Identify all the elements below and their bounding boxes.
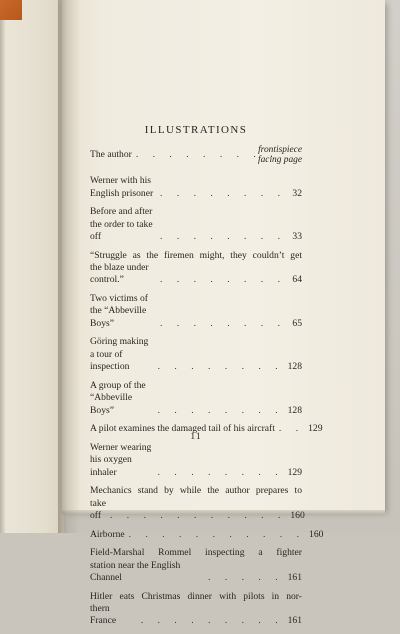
entry-caption: Two victims of the “Abbeville Boys” (90, 293, 148, 329)
list-item (90, 442, 302, 479)
entry-caption: A pilot examines the damaged tail of his aircraft (90, 423, 275, 435)
entry-page: 128 (287, 361, 302, 373)
entry-page: 33 (292, 231, 302, 242)
dot-leaders: . . . . . . . . (157, 466, 284, 478)
entry-caption-continued: take off (90, 497, 106, 522)
book-gutter (58, 0, 80, 533)
entry-page: 161 (287, 572, 302, 584)
dot-leaders: . . . . . . . . (160, 187, 286, 199)
entry-caption: Hitler eats Christmas dinner with pilots in nor- (90, 590, 302, 602)
entry-caption: Göring making a tour of inspection (90, 336, 149, 373)
illustrations-list (90, 145, 324, 634)
list-item (90, 206, 302, 243)
dot-leaders: . . . . . . . . (157, 361, 284, 373)
list-item (90, 380, 302, 417)
list-item (90, 250, 302, 287)
entry-caption: Werner wearing his oxygen inhaler (90, 441, 152, 478)
list-item (90, 293, 302, 330)
list-item (90, 528, 324, 541)
left-page (0, 0, 64, 533)
entry-page: 129 (287, 466, 302, 478)
entry-page: 161 (287, 615, 302, 627)
list-item (90, 591, 302, 628)
list-item (90, 485, 305, 522)
dot-leaders: . . . . . . . . (157, 404, 284, 416)
dot-leaders: . . . . . . . . . . . (128, 528, 306, 540)
entry-page: 32 (292, 187, 302, 199)
dot-leaders: . . (278, 423, 305, 435)
entry-page: 160 (290, 510, 305, 522)
entry-caption: A group of the “Abbeville Boys” (90, 379, 146, 416)
entry-caption: Airborne (90, 528, 125, 540)
cover-edge (0, 0, 22, 20)
entry-caption: Field-Marshal Rommel inspecting a fighter (90, 547, 302, 559)
page-content (90, 0, 324, 627)
list-item (90, 175, 302, 200)
entry-caption-continued: station near the English Channel (90, 559, 181, 584)
page-number: 11 (190, 432, 202, 442)
entry-caption-continued: the blaze under control.” (90, 262, 149, 286)
dot-leaders: . . . . . . . . . . . (109, 510, 287, 522)
entry-page: 65 (292, 317, 302, 329)
frontispiece-caption: The author (90, 149, 132, 160)
entry-page: 64 (292, 274, 302, 286)
cover-shadow (0, 0, 6, 533)
frontispiece-labels (258, 145, 302, 165)
entry-caption: Before and after the order to take off (90, 206, 153, 242)
frontispiece-label: frontispiece (258, 145, 302, 155)
entry-caption: “Struggle as the firemen might, they couldn’t get (90, 249, 302, 261)
list-item (90, 547, 302, 584)
entry-caption: Werner with his English prisoner (90, 175, 154, 199)
entry-page: 160 (309, 528, 324, 540)
entry-caption: Mechanics stand by while the author prepares to (90, 485, 302, 497)
list-item (90, 336, 302, 373)
dot-leaders: . . . . . . . . (160, 274, 286, 286)
dot-leaders: . . . . . . . . . (135, 149, 279, 160)
dot-leaders: . . . . . (208, 572, 284, 584)
dot-leaders: . . . . . . . . (160, 231, 286, 242)
page-title: ILLUSTRATIONS (144, 124, 248, 136)
entry-page: 129 (308, 423, 323, 435)
list-item-frontispiece (90, 147, 302, 169)
dot-leaders: . . . . . . . . (160, 317, 286, 329)
facing-page-label: facing page (257, 155, 302, 165)
entry-caption-continued: thern France (90, 603, 117, 627)
entry-page: 128 (287, 404, 302, 416)
dot-leaders: . . . . . . . . . (140, 615, 284, 627)
